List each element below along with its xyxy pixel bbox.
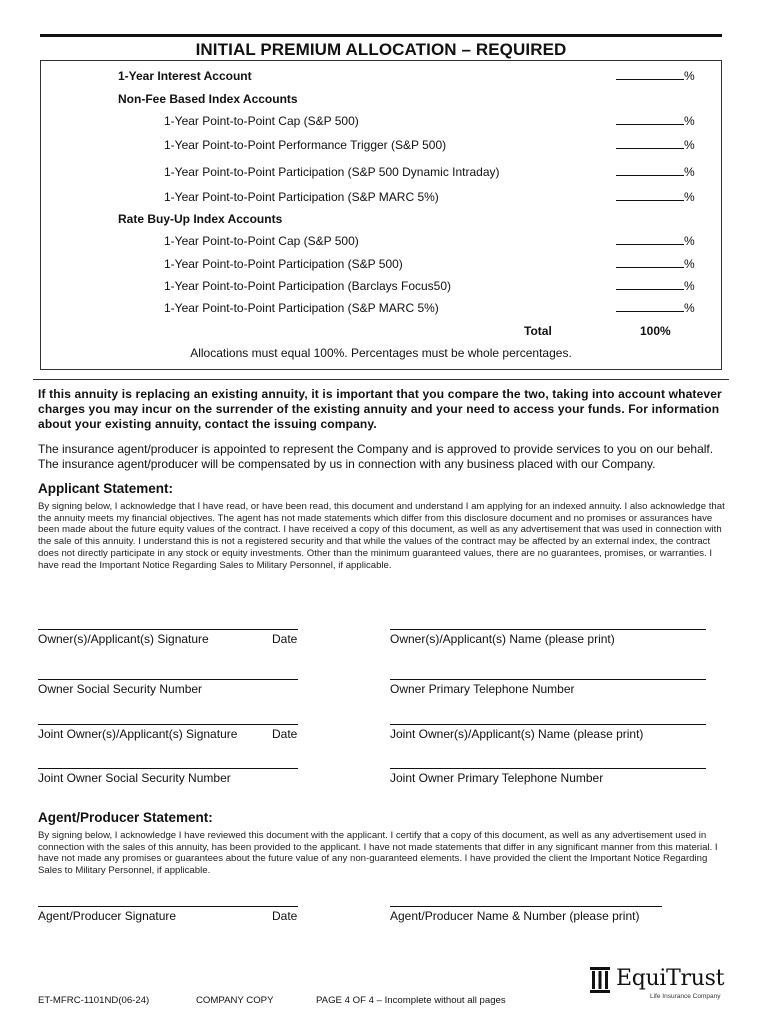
buyup-item-participation-field[interactable]: % (616, 257, 695, 271)
rate-buyup-heading: Rate Buy-Up Index Accounts (118, 212, 283, 226)
logo-subtitle: Life Insurance Company (650, 993, 721, 1000)
owner-signature-line[interactable] (38, 629, 298, 630)
allocation-note: Allocations must equal 100%. Percentages must be whole percentages. (190, 346, 572, 360)
total-value: 100% (640, 324, 671, 338)
non-fee-item-trigger-field[interactable]: % (616, 138, 695, 152)
agent-appointed-notice: The insurance agent/producer is appointed to represent the Company and is approved to provide services to you on our behalf. The insurance agent/producer will be compensated by us in connection with any business placed with our Company. (38, 442, 714, 471)
buyup-item-cap-field[interactable]: % (616, 234, 695, 248)
logo-wordmark: EquiTrust (616, 966, 725, 991)
non-fee-heading: Non-Fee Based Index Accounts (118, 92, 298, 106)
non-fee-item-marc-field[interactable]: % (616, 190, 695, 204)
buyup-item-barclays-label: 1-Year Point-to-Point Participation (Barclays Focus50) (164, 279, 452, 293)
non-fee-item-cap-field[interactable]: % (616, 114, 695, 128)
buyup-item-participation-label: 1-Year Point-to-Point Participation (S&P 500) (164, 257, 403, 271)
form-id: ET-MFRC-1101ND(06-24) (38, 995, 150, 1006)
joint-date-label: Date (272, 727, 298, 741)
page-title: INITIAL PREMIUM ALLOCATION – REQUIRED (195, 40, 567, 59)
non-fee-item-dynamic-label: 1-Year Point-to-Point Participation (S&P 500 Dynamic Intraday) (164, 165, 500, 179)
equitrust-logo (590, 965, 730, 1005)
non-fee-item-trigger-label: 1-Year Point-to-Point Performance Trigger (S&P 500) (164, 138, 447, 152)
non-fee-item-marc-label: 1-Year Point-to-Point Participation (S&P MARC 5%) (164, 190, 439, 204)
owner-date-label: Date (272, 632, 298, 646)
owner-phone-label: Owner Primary Telephone Number (390, 682, 575, 696)
joint-signature-label: Joint Owner(s)/Applicant(s) Signature (38, 727, 238, 741)
agent-name-line[interactable] (390, 906, 662, 907)
top-rule (40, 34, 722, 37)
joint-phone-label: Joint Owner Primary Telephone Number (390, 771, 604, 785)
buyup-item-marc-field[interactable]: % (616, 301, 695, 315)
joint-name-label: Joint Owner(s)/Applicant(s) Name (please print) (390, 727, 644, 741)
buyup-item-cap-label: 1-Year Point-to-Point Cap (S&P 500) (164, 234, 359, 248)
owner-ssn-line[interactable] (38, 679, 298, 680)
owner-ssn-label: Owner Social Security Number (38, 682, 203, 696)
applicant-statement-heading: Applicant Statement: (38, 481, 174, 496)
non-fee-item-dynamic-field[interactable]: % (616, 165, 695, 179)
buyup-item-marc-label: 1-Year Point-to-Point Participation (S&P MARC 5%) (164, 301, 439, 315)
joint-ssn-label: Joint Owner Social Security Number (38, 771, 231, 785)
agent-date-label: Date (272, 909, 298, 923)
interest-account-label: 1-Year Interest Account (118, 69, 252, 83)
joint-ssn-line[interactable] (38, 768, 298, 769)
buyup-item-barclays-field[interactable]: % (616, 279, 695, 293)
agent-signature-label: Agent/Producer Signature (38, 909, 177, 923)
agent-signature-line[interactable] (38, 906, 298, 907)
joint-signature-line[interactable] (38, 724, 298, 725)
joint-phone-line[interactable] (390, 768, 706, 769)
owner-phone-line[interactable] (390, 679, 706, 680)
owner-signature-label: Owner(s)/Applicant(s) Signature (38, 632, 209, 646)
owner-name-line[interactable] (390, 629, 706, 630)
owner-name-label: Owner(s)/Applicant(s) Name (please print) (390, 632, 615, 646)
agent-statement-heading: Agent/Producer Statement: (38, 810, 213, 825)
joint-name-line[interactable] (390, 724, 706, 725)
section-divider (33, 379, 729, 380)
agent-name-label: Agent/Producer Name & Number (please print) (390, 909, 640, 923)
non-fee-item-cap-label: 1-Year Point-to-Point Cap (S&P 500) (164, 114, 359, 128)
applicant-statement-text: By signing below, I acknowledge that I have read, or have been read, this document and understand I am applying for an indexed annuity. I also acknowledge that the annuity meets my financial objectives. The agent has not made statements which differ from this disclosure document and no promises or assurances have been made about the future equity values of the contract. I have received a copy of this document, as well as any advertisement that was used in connection with the sale of this annuity. I understand this is not a registered security and that while the values of the contract may be affected by an external index, the contract does not directly participate in any stock or equity investments. Other than the minimum guaranteed values, there are no guarantees, promises, or warranties. I have read the Important Notice Regarding Sales to Military Personnel, if applicable. (38, 501, 725, 571)
replacing-notice: If this annuity is replacing an existing annuity, it is important that you compare the two, taking into account whatever charges you may incur on the surrender of the existing annuity and your need to access your funds. For information about your existing annuity, contact the issuing company. (38, 387, 722, 431)
interest-account-field[interactable]: % (616, 69, 695, 83)
agent-statement-text: By signing below, I acknowledge I have reviewed this document with the applicant. I certify that a copy of this document, as well as any advertisement used in connection with the sales of this annuity, has been provided to the applicant. I have not made statements that differ in any significant manner from this material. I have not made any promises or guarantees about the future value of any non-guaranteed elements. I have provided the client the Important Notice Regarding Sales to Military Personnel, if applicable. (38, 830, 718, 877)
total-label: Total (524, 324, 552, 338)
pillar-icon (590, 967, 610, 993)
page-indicator: PAGE 4 OF 4 – Incomplete without all pages (316, 995, 506, 1006)
copy-label: COMPANY COPY (196, 995, 274, 1006)
